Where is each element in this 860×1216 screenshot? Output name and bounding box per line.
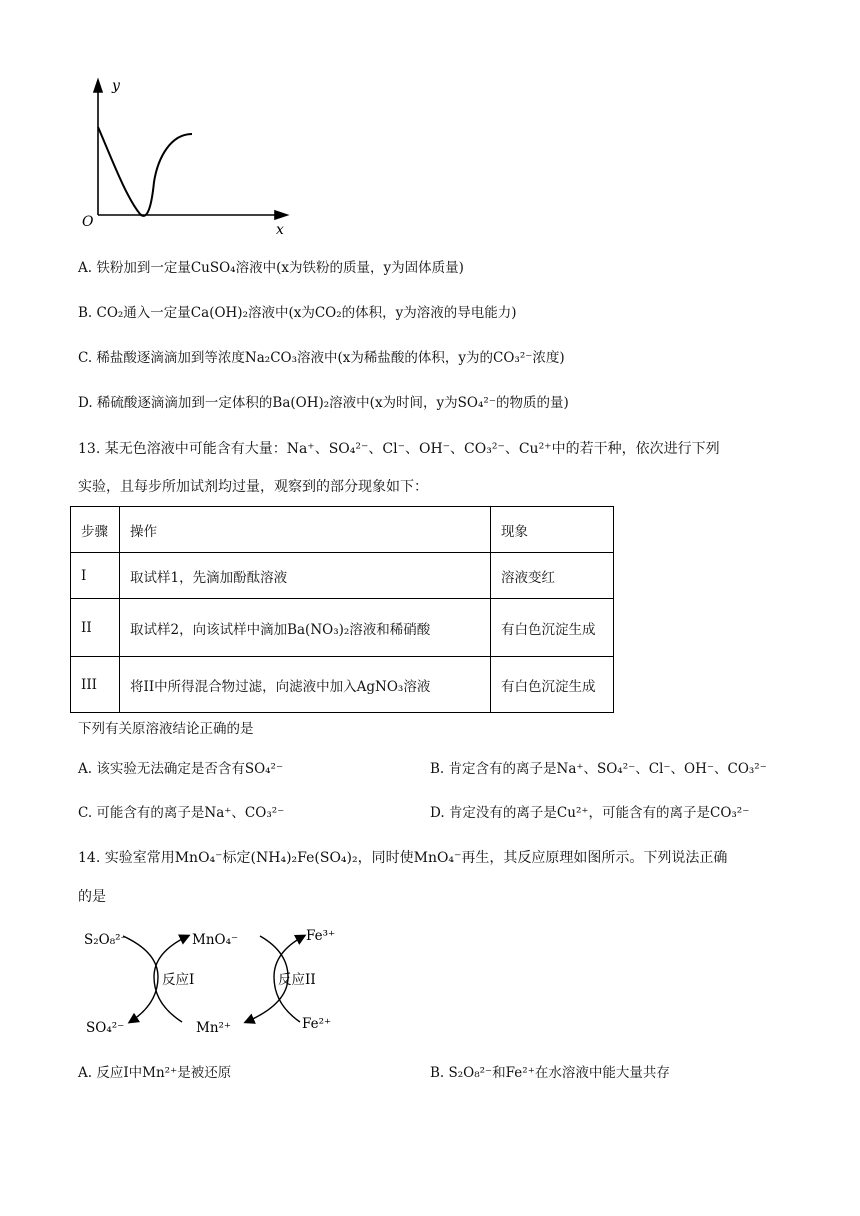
table-row: [71, 657, 614, 713]
q12-option-d: D. 稀硫酸逐滴滴加到一定体积的Ba(OH)₂溶液中(x为时间，y为SO₄²⁻的物质的量): [78, 395, 569, 411]
label-reaction2: 反应II: [278, 972, 316, 988]
step-cell: III: [71, 657, 120, 713]
table-row: [71, 553, 614, 599]
label-mno4: MnO₄⁻: [192, 932, 239, 948]
label-fe2: Fe²⁺: [302, 1016, 332, 1032]
q13-question: 下列有关原溶液结论正确的是: [78, 721, 254, 737]
operation-cell: 取试样2，向该试样中滴加Ba(NO₃)₂溶液和稀硝酸: [120, 599, 491, 657]
q13-option-a: A. 该实验无法确定是否含有SO₄²⁻: [78, 761, 284, 777]
phenomenon-cell: 有白色沉淀生成: [491, 599, 614, 657]
phenomenon-cell: 溶液变红: [491, 553, 614, 599]
operation-cell: 取试样1，先滴加酚酞溶液: [120, 553, 491, 599]
q13-stem-line1: 13. 某无色溶液中可能含有大量：Na⁺、SO₄²⁻、Cl⁻、OH⁻、CO₃²⁻、Cu²⁺中的若干种，依次进行下列: [78, 441, 720, 457]
x-label: x: [276, 222, 284, 238]
origin-label: O: [82, 214, 94, 230]
label-mn2: Mn²⁺: [196, 1020, 232, 1036]
q14-option-a: A. 反应I中Mn²⁺是被还原: [78, 1065, 232, 1081]
q12-option-a: A. 铁粉加到一定量CuSO₄溶液中(x为铁粉的质量，y为固体质量): [78, 260, 464, 276]
table-header-row: [71, 507, 614, 553]
q14-option-b: B. S₂O₈²⁻和Fe²⁺在水溶液中能大量共存: [430, 1065, 670, 1081]
step-cell: I: [71, 553, 120, 599]
curve: [98, 127, 192, 216]
arrow-s2o8-to-so4: [123, 936, 158, 1022]
label-so4: SO₄²⁻: [86, 1020, 125, 1036]
header-step: 步骤: [71, 507, 120, 553]
q12-option-c: C. 稀盐酸逐滴滴加到等浓度Na₂CO₃溶液中(x为稀盐酸的体积，y为的CO₃²⁻浓度): [78, 350, 565, 366]
label-fe3: Fe³⁺: [306, 928, 336, 944]
q14-stem-line1: 14. 实验室常用MnO₄⁻标定(NH₄)₂Fe(SO₄)₂，同时使MnO₄⁻再生，其反应原理如图所示。下列说法正确: [78, 850, 728, 866]
q13-option-d: D. 肯定没有的离子是Cu²⁺，可能含有的离子是CO₃²⁻: [430, 805, 750, 821]
header-operation: 操作: [120, 507, 491, 553]
label-reaction1: 反应I: [162, 972, 195, 988]
q14-stem-line2: 的是: [78, 889, 106, 905]
y-axis-arrow: [94, 80, 102, 92]
function-graph: [76, 72, 296, 242]
reaction-cycle-diagram: [78, 922, 378, 1040]
operation-cell: 将II中所得混合物过滤，向滤液中加入AgNO₃溶液: [120, 657, 491, 713]
q13-option-b: B. 肯定含有的离子是Na⁺、SO₄²⁻、Cl⁻、OH⁻、CO₃²⁻: [430, 761, 767, 777]
q13-stem-line2: 实验，且每步所加试剂均过量，观察到的部分现象如下：: [78, 479, 428, 495]
x-axis-arrow: [275, 211, 287, 219]
q12-option-b: B. CO₂通入一定量Ca(OH)₂溶液中(x为CO₂的体积，y为溶液的导电能力): [78, 305, 517, 321]
header-phenomenon: 现象: [491, 507, 614, 553]
label-s2o8: S₂O₈²⁻: [84, 932, 128, 948]
y-label: y: [112, 78, 120, 94]
step-cell: II: [71, 599, 120, 657]
table-row: [71, 599, 614, 657]
phenomenon-cell: 有白色沉淀生成: [491, 657, 614, 713]
q13-option-c: C. 可能含有的离子是Na⁺、CO₃²⁻: [78, 805, 285, 821]
experiment-table: [70, 506, 614, 713]
